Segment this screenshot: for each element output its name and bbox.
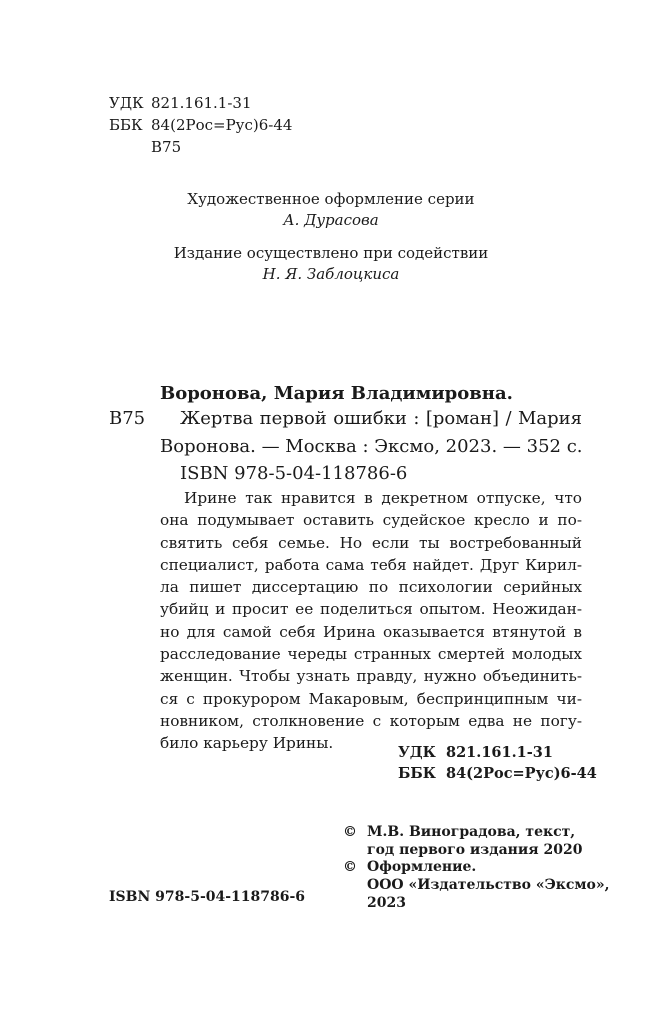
catalog-author: Воронова, Мария Владимировна.	[160, 383, 513, 404]
copyright-text-author: М.В. Виноградова, текст,	[367, 824, 576, 840]
bbk-label: ББК	[109, 116, 143, 134]
support-credit-name: Н. Я. Заблоцкиса	[262, 265, 400, 283]
copyright-text-year: год первого издания 2020	[367, 842, 583, 858]
copyright-text-publisher-year: 2023	[367, 895, 406, 911]
catalog-isbn: ISBN 978-5-04-118786-6	[180, 463, 408, 484]
annotation-paragraph	[160, 487, 582, 755]
udk-value: 821.161.1-31	[151, 94, 252, 112]
copyright-symbol: ©	[343, 824, 357, 840]
copyright-symbol: ©	[343, 859, 357, 875]
copyright-text-publisher: ООО «Издательство «Эксмо»,	[367, 877, 610, 893]
annotation-line: женщин. Чтобы узнать правду, нужно объединить-	[160, 667, 582, 686]
bottom-udk-label: УДК	[398, 744, 436, 761]
design-credit	[0, 189, 662, 231]
udk-label: УДК	[109, 94, 144, 112]
annotation-line: она подумывает оставить судейское кресло и по-	[160, 511, 582, 530]
annotation-line: новником, столкновение с которым едва не погу-	[160, 711, 582, 730]
annotation-line: ла пишет диссертацию по психологии серийных	[160, 578, 582, 597]
annotation-line: Ирине так нравится в декретном отпуске, что	[184, 489, 582, 507]
catalog-title-line1: Жертва первой ошибки : [роман] / Мария	[180, 408, 582, 429]
author-mark: В75	[151, 138, 182, 156]
annotation-line: святить себя семье. Но если ты востребованный	[160, 533, 582, 552]
bbk-value: 84(2Рос=Рус)6-44	[151, 116, 293, 134]
bottom-udk-value: 821.161.1-31	[446, 744, 553, 761]
catalog-title-line2: Воронова. — Москва : Эксмо, 2023. — 352 с.	[160, 436, 583, 457]
bottom-bbk-label: ББК	[398, 765, 436, 782]
copyright-text-design: Оформление.	[367, 859, 477, 875]
annotation-line: ся с прокурором Макаровым, беспринципным чи-	[160, 689, 582, 708]
support-credit-line: Издание осуществлено при содействии	[173, 244, 489, 262]
annotation-line: убийц и просит ее поделиться опытом. Неожидан-	[160, 600, 582, 619]
bottom-bbk-value: 84(2Рос=Рус)6-44	[446, 765, 597, 782]
annotation-line: расследование череды странных смертей молодых	[160, 645, 582, 664]
support-credit	[0, 243, 662, 285]
annotation-line: било карьеру Ирины.	[160, 734, 334, 753]
annotation-line: специалист, работа сама тебя найдет. Друг Кирил-	[160, 555, 582, 574]
catalog-mark: В75	[109, 408, 146, 429]
design-credit-line: Художественное оформление серии	[187, 190, 475, 208]
isbn-bottom: ISBN 978-5-04-118786-6	[109, 889, 306, 905]
annotation-line: но для самой себя Ирина оказывается втянутой в	[160, 622, 582, 641]
design-credit-name: А. Дурасова	[283, 211, 379, 229]
